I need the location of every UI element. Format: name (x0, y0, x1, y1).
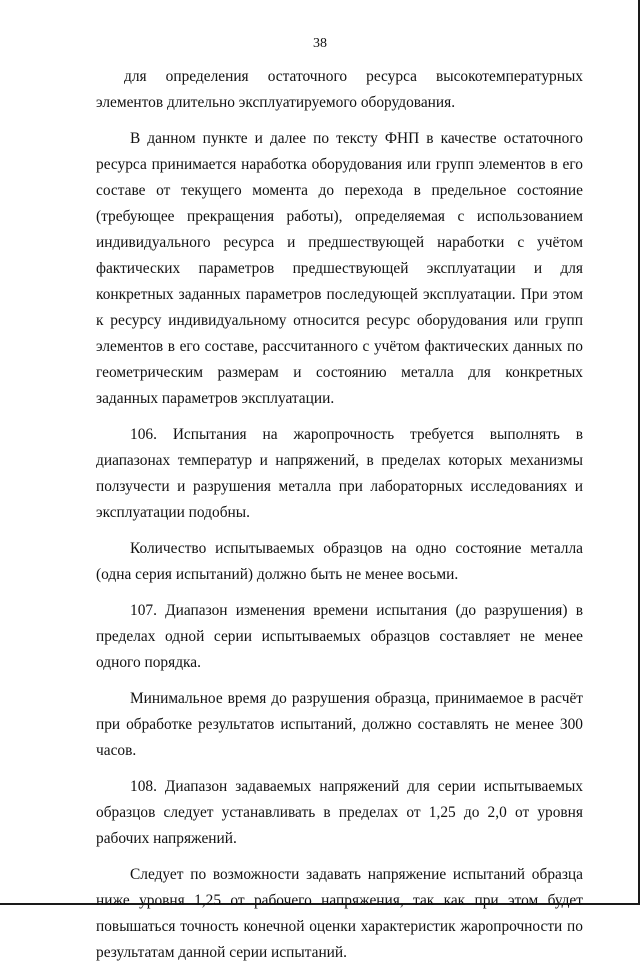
paragraph-sample-count: Количество испытываемых образцов на одно состояние металла (одна серия испытаний) должно быть не менее восьми. (96, 540, 583, 583)
paragraph-continuation: для определения остаточного ресурса высокотемпературных элементов длительно эксплуатируемого оборудования. (96, 68, 583, 111)
paragraph-item-108: 108. Диапазон задаваемых напряжений для серии испытываемых образцов следует устанавливать в пределах от 1,25 до 2,0 от уровня рабочих напряжений. (96, 778, 583, 847)
paragraph-residual-resource-definition: В данном пункте и далее по тексту ФНП в качестве остаточного ресурса принимается наработка оборудования или групп элементов в его составе от текущего момента до перехода в предельное состояние (требующее прекращения работы), определяемая с использованием индивидуального ресурса и предшествующей наработки с учётом фактических параметров предшествующей эксплуатации и для конкретных заданных параметров последующей эксплуатации. При этом к ресурсу индивидуальному относится ресурс оборудования или групп элементов в его составе, рассчитанного с учётом фактических данных по геометрическим размерам и состоянию металла для конкретных заданных параметров эксплуатации. (96, 130, 583, 407)
body-text (96, 64, 583, 976)
paragraph-item-106: 106. Испытания на жаропрочность требуется выполнять в диапазонах температур и напряжений, в пределах которых механизмы ползучести и разрушения металла при лабораторных исследованиях и эксплуатации подобны. (96, 426, 583, 521)
paragraph-minimum-time: Минимальное время до разрушения образца, принимаемое в расчёт при обработке результатов испытаний, должно составлять не менее 300 часов. (96, 690, 583, 759)
paragraph-item-107: 107. Диапазон изменения времени испытания (до разрушения) в пределах одной серии испытываемых образцов составляет не менее одного порядка. (96, 602, 583, 671)
page-number: 38 (313, 36, 327, 51)
paragraph-stress-recommendation: Следует по возможности задавать напряжение испытаний образца ниже уровня 1,25 от рабочего напряжения, так как при этом будет повышаться точность конечной оценки характеристик жаропрочности по результатам данной серии испытаний. (96, 866, 583, 961)
